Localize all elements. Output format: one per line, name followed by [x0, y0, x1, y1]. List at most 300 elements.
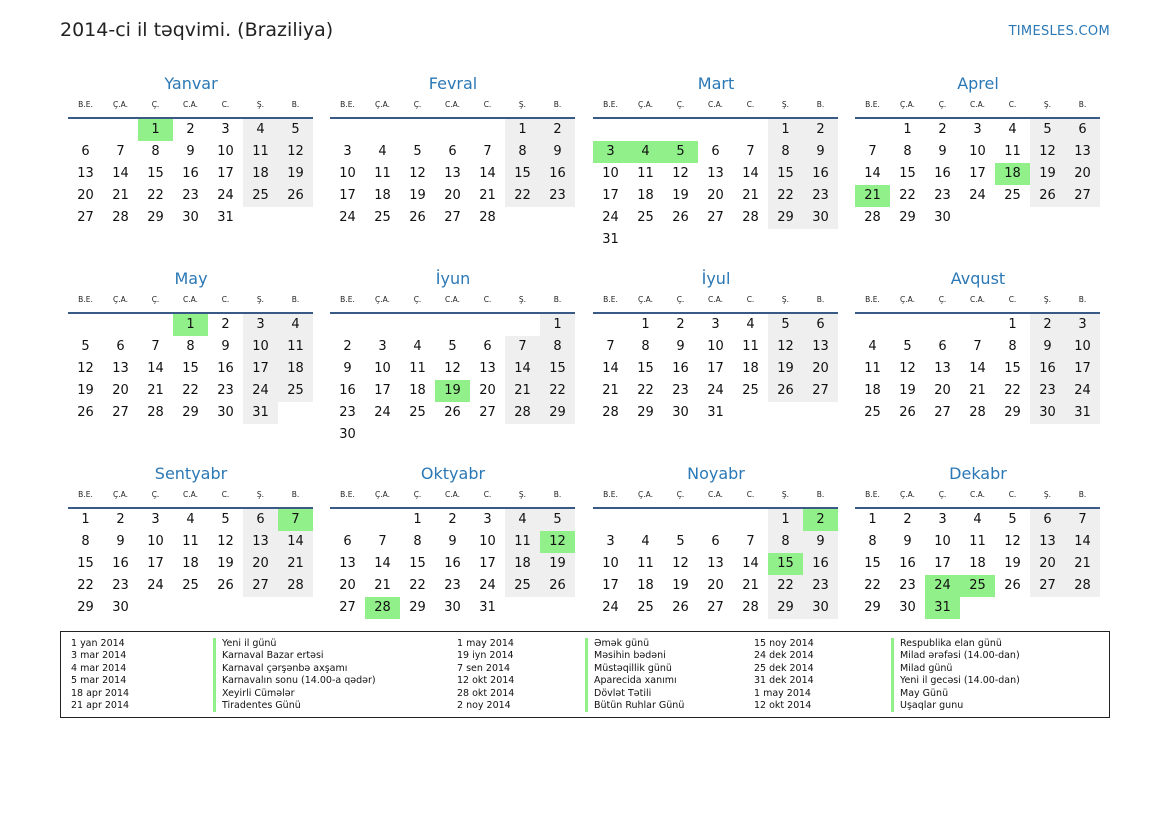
day-cell: 1 — [868, 512, 877, 527]
day-cell: 21 — [742, 578, 759, 593]
weekday-label: C. — [221, 100, 230, 109]
legend-holiday-name: Milad ərəfəsi (14.00-dan) — [891, 650, 1020, 662]
day-cell: 23 — [803, 185, 838, 207]
day-grid — [593, 314, 839, 424]
day-cell: 11 — [374, 166, 391, 181]
day-cell: 24 — [374, 405, 391, 420]
day-cell: 9 — [903, 534, 912, 549]
day-cell: 6 — [448, 144, 457, 159]
day-cell: 3 — [938, 512, 947, 527]
day-cell: 11 — [1004, 144, 1021, 159]
month-name: İyun — [435, 269, 471, 288]
weekday-label: Ç.A. — [899, 295, 915, 304]
weekday-label: Ç. — [151, 295, 160, 304]
day-cell: 28 — [1065, 575, 1100, 597]
day-cell: 20 — [112, 383, 129, 398]
day-cell: 24 — [602, 210, 619, 225]
month-block — [330, 463, 576, 619]
month-name: İyul — [701, 269, 731, 288]
day-grid — [855, 119, 1101, 229]
legend-date: 2 noy 2014 — [457, 699, 511, 711]
month-name: Sentyabr — [154, 464, 228, 483]
day-cell: 11 — [278, 336, 313, 358]
day-cell: 11 — [243, 141, 278, 163]
day-cell: 1 — [768, 119, 803, 141]
day-cell: 12 — [768, 336, 803, 358]
day-cell: 29 — [540, 402, 575, 424]
legend-holiday-name: Yeni il gecəsi (14.00-dan) — [891, 675, 1020, 687]
day-cell: 23 — [803, 575, 838, 597]
weekday-label: B.E. — [865, 100, 880, 109]
day-cell: 22 — [637, 383, 654, 398]
day-cell: 16 — [182, 166, 199, 181]
day-cell: 26 — [899, 405, 916, 420]
day-cell: 28 — [147, 405, 164, 420]
legend-holiday-name: Yeni il günü — [213, 638, 376, 650]
holiday-day-cell: 15 — [768, 553, 803, 575]
day-cell: 30 — [182, 210, 199, 225]
weekday-label: Ç. — [938, 490, 947, 499]
weekday-label: B.E. — [865, 490, 880, 499]
day-cell: 22 — [182, 383, 199, 398]
day-cell: 12 — [672, 556, 689, 571]
weekday-label: Ç.A. — [637, 490, 653, 499]
day-cell: 10 — [1065, 336, 1100, 358]
legend-dates-col-1 — [71, 638, 129, 712]
brand-link[interactable]: TIMESLES.COM — [1008, 24, 1110, 39]
weekday-label: Ç.A. — [637, 100, 653, 109]
day-cell: 24 — [217, 188, 234, 203]
empty-cell — [733, 119, 768, 141]
legend-holiday-name: Tiradentes Günü — [213, 700, 376, 712]
weekday-label: Ç.A. — [374, 295, 390, 304]
day-cell: 4 — [413, 339, 422, 354]
weekday-label: B. — [1078, 100, 1087, 109]
day-cell: 23 — [1030, 380, 1065, 402]
legend-date: 25 dek 2014 — [754, 662, 814, 674]
weekday-label: B.E. — [78, 490, 93, 499]
holiday-day-cell: 24 — [925, 575, 960, 597]
month-name: Yanvar — [164, 74, 218, 93]
day-cell: 5 — [81, 339, 90, 354]
day-cell: 25 — [864, 405, 881, 420]
day-cell: 29 — [637, 405, 654, 420]
legend-date: 12 okt 2014 — [457, 675, 515, 687]
empty-cell — [470, 314, 505, 336]
day-cell: 6 — [243, 509, 278, 531]
weekday-label: Ş. — [1043, 295, 1052, 304]
day-cell: 10 — [147, 534, 164, 549]
day-cell: 22 — [864, 578, 881, 593]
day-cell: 5 — [1030, 119, 1065, 141]
empty-cell — [855, 314, 890, 336]
day-cell: 19 — [1004, 556, 1021, 571]
day-cell: 15 — [1004, 361, 1021, 376]
day-cell: 12 — [1004, 534, 1021, 549]
day-cell: 16 — [339, 383, 356, 398]
day-cell: 22 — [899, 188, 916, 203]
day-cell: 19 — [672, 578, 689, 593]
holiday-day-cell: 5 — [663, 141, 698, 163]
day-cell: 3 — [378, 339, 387, 354]
day-cell: 17 — [374, 383, 391, 398]
day-cell: 3 — [343, 144, 352, 159]
holiday-day-cell: 1 — [173, 314, 208, 336]
weekday-label: Ş. — [518, 490, 527, 499]
day-cell: 11 — [182, 534, 199, 549]
day-cell: 16 — [444, 556, 461, 571]
legend-holiday-name: Karnaval Bazar ertəsi — [213, 650, 376, 662]
weekday-label: C.A. — [182, 295, 198, 304]
holiday-day-cell: 21 — [855, 185, 890, 207]
weekday-label: C. — [1008, 490, 1017, 499]
holiday-day-cell: 31 — [925, 597, 960, 619]
day-cell: 14 — [147, 361, 164, 376]
weekday-label: Ç. — [676, 100, 685, 109]
day-cell: 27 — [77, 210, 94, 225]
day-grid — [593, 509, 839, 619]
day-cell: 15 — [768, 163, 803, 185]
day-cell: 8 — [540, 336, 575, 358]
weekday-label: C. — [746, 490, 755, 499]
weekday-label: B. — [553, 295, 562, 304]
day-cell: 13 — [339, 556, 356, 571]
day-cell: 24 — [147, 578, 164, 593]
day-cell: 9 — [676, 339, 685, 354]
legend-date: 21 apr 2014 — [71, 699, 130, 711]
weekday-label: C.A. — [707, 100, 723, 109]
day-cell: 17 — [707, 361, 724, 376]
weekday-label: C.A. — [444, 490, 460, 499]
day-cell: 31 — [243, 402, 278, 424]
day-cell: 26 — [672, 210, 689, 225]
legend-date: 1 may 2014 — [754, 687, 811, 699]
day-cell: 30 — [803, 207, 838, 229]
day-cell: 1 — [903, 122, 912, 137]
day-cell: 2 — [938, 122, 947, 137]
day-cell: 19 — [77, 383, 94, 398]
day-cell: 8 — [151, 144, 160, 159]
day-cell: 22 — [147, 188, 164, 203]
day-cell: 26 — [540, 575, 575, 597]
day-cell: 30 — [803, 597, 838, 619]
empty-cell — [435, 314, 470, 336]
weekday-label: Ç.A. — [112, 490, 128, 499]
day-cell: 21 — [278, 553, 313, 575]
day-cell: 8 — [641, 339, 650, 354]
weekday-label: Ç. — [151, 100, 160, 109]
day-cell: 29 — [147, 210, 164, 225]
empty-cell — [103, 314, 138, 336]
day-cell: 3 — [1065, 314, 1100, 336]
day-cell: 19 — [217, 556, 234, 571]
day-cell: 26 — [444, 405, 461, 420]
day-cell: 26 — [672, 600, 689, 615]
weekday-header — [593, 292, 839, 308]
day-cell: 25 — [182, 578, 199, 593]
day-cell: 2 — [186, 122, 195, 137]
day-cell: 6 — [803, 314, 838, 336]
day-cell: 1 — [413, 512, 422, 527]
day-cell: 27 — [934, 405, 951, 420]
day-cell: 21 — [969, 383, 986, 398]
day-cell: 1 — [1008, 317, 1017, 332]
day-cell: 16 — [217, 361, 234, 376]
weekday-label: Ş. — [781, 490, 790, 499]
day-cell: 14 — [742, 166, 759, 181]
day-cell: 10 — [934, 534, 951, 549]
day-cell: 9 — [186, 144, 195, 159]
day-cell: 8 — [768, 141, 803, 163]
empty-cell — [103, 119, 138, 141]
day-cell: 5 — [221, 512, 230, 527]
weekday-label: B.E. — [603, 100, 618, 109]
legend-holiday-name: Respublika elan günü — [891, 638, 1020, 650]
day-cell: 21 — [505, 380, 540, 402]
day-cell: 21 — [374, 578, 391, 593]
day-cell: 25 — [637, 600, 654, 615]
day-cell: 4 — [243, 119, 278, 141]
weekday-label: C.A. — [182, 490, 198, 499]
day-cell: 19 — [278, 163, 313, 185]
empty-cell — [925, 314, 960, 336]
day-cell: 14 — [112, 166, 129, 181]
day-cell: 9 — [938, 144, 947, 159]
legend-date: 24 dek 2014 — [754, 650, 814, 662]
day-cell: 24 — [1065, 380, 1100, 402]
day-cell: 21 — [479, 188, 496, 203]
day-cell: 12 — [444, 361, 461, 376]
day-cell: 21 — [602, 383, 619, 398]
day-cell: 22 — [540, 380, 575, 402]
day-cell: 25 — [278, 380, 313, 402]
weekday-label: Ş. — [256, 295, 265, 304]
day-cell: 15 — [637, 361, 654, 376]
empty-cell — [698, 119, 733, 141]
day-grid — [330, 119, 576, 229]
day-cell: 3 — [606, 534, 615, 549]
day-grid — [593, 119, 839, 251]
weekday-header — [330, 487, 576, 503]
month-name: Noyabr — [687, 464, 745, 483]
day-cell: 10 — [969, 144, 986, 159]
weekday-label: C. — [483, 100, 492, 109]
weekday-label: Ş. — [1043, 490, 1052, 499]
day-cell: 18 — [864, 383, 881, 398]
day-cell: 2 — [221, 317, 230, 332]
day-cell: 4 — [505, 509, 540, 531]
weekday-label: B. — [816, 100, 825, 109]
day-cell: 17 — [243, 358, 278, 380]
day-cell: 13 — [77, 166, 94, 181]
day-cell: 16 — [803, 553, 838, 575]
day-cell: 9 — [540, 141, 575, 163]
day-cell: 4 — [186, 512, 195, 527]
empty-cell — [138, 314, 173, 336]
day-cell: 28 — [742, 600, 759, 615]
weekday-label: B.E. — [340, 295, 355, 304]
legend-date: 19 iyn 2014 — [457, 650, 514, 662]
day-cell: 9 — [221, 339, 230, 354]
day-cell: 23 — [339, 405, 356, 420]
day-cell: 14 — [479, 166, 496, 181]
day-cell: 13 — [243, 531, 278, 553]
day-cell: 20 — [934, 383, 951, 398]
day-cell: 6 — [711, 534, 720, 549]
weekday-label: C. — [221, 295, 230, 304]
day-cell: 14 — [278, 531, 313, 553]
day-cell: 14 — [374, 556, 391, 571]
day-cell: 17 — [1065, 358, 1100, 380]
weekday-label: Ş. — [256, 490, 265, 499]
weekday-label: B. — [291, 100, 300, 109]
day-cell: 8 — [186, 339, 195, 354]
weekday-label: C. — [1008, 295, 1017, 304]
day-cell: 6 — [483, 339, 492, 354]
day-cell: 12 — [409, 166, 426, 181]
weekday-label: C.A. — [707, 490, 723, 499]
day-cell: 30 — [899, 600, 916, 615]
day-cell: 17 — [479, 556, 496, 571]
day-cell: 15 — [864, 556, 881, 571]
day-cell: 18 — [742, 361, 759, 376]
day-cell: 23 — [217, 383, 234, 398]
day-cell: 11 — [505, 531, 540, 553]
day-cell: 10 — [707, 339, 724, 354]
weekday-label: C.A. — [969, 100, 985, 109]
day-grid — [68, 314, 314, 424]
day-grid — [855, 314, 1101, 424]
day-cell: 4 — [278, 314, 313, 336]
day-cell: 25 — [505, 575, 540, 597]
day-cell: 22 — [505, 185, 540, 207]
weekday-header — [855, 292, 1101, 308]
day-cell: 12 — [77, 361, 94, 376]
day-cell: 11 — [637, 166, 654, 181]
day-cell: 13 — [444, 166, 461, 181]
weekday-label: Ç. — [938, 295, 947, 304]
day-cell: 6 — [1065, 119, 1100, 141]
day-cell: 15 — [409, 556, 426, 571]
day-cell: 10 — [602, 166, 619, 181]
weekday-label: Ş. — [256, 100, 265, 109]
day-cell: 1 — [540, 314, 575, 336]
day-cell: 24 — [243, 380, 278, 402]
day-cell: 31 — [217, 210, 234, 225]
weekday-label: B. — [816, 295, 825, 304]
empty-cell — [733, 509, 768, 531]
day-cell: 11 — [969, 534, 986, 549]
legend-date: 3 mar 2014 — [71, 650, 127, 662]
day-cell: 19 — [1030, 163, 1065, 185]
day-cell: 30 — [1030, 402, 1065, 424]
day-cell: 15 — [77, 556, 94, 571]
day-cell: 13 — [112, 361, 129, 376]
day-cell: 7 — [606, 339, 615, 354]
weekday-label: B.E. — [78, 100, 93, 109]
day-cell: 18 — [182, 556, 199, 571]
holiday-day-cell: 2 — [803, 509, 838, 531]
month-block — [68, 268, 314, 424]
day-cell: 19 — [899, 383, 916, 398]
day-cell: 13 — [1065, 141, 1100, 163]
day-cell: 20 — [243, 553, 278, 575]
day-cell: 27 — [339, 600, 356, 615]
day-cell: 7 — [116, 144, 125, 159]
day-cell: 25 — [243, 185, 278, 207]
day-cell: 1 — [768, 509, 803, 531]
day-cell: 20 — [707, 578, 724, 593]
day-cell: 20 — [803, 358, 838, 380]
weekday-label: B. — [291, 295, 300, 304]
day-cell: 18 — [637, 188, 654, 203]
day-cell: 20 — [444, 188, 461, 203]
legend-holiday-name: Aparecida xanımı — [585, 675, 684, 687]
legend-date: 12 okt 2014 — [754, 699, 812, 711]
legend-holiday-name: Dövlət Tətili — [585, 688, 684, 700]
month-block — [855, 268, 1101, 424]
weekday-label: B. — [553, 490, 562, 499]
weekday-label: C.A. — [969, 490, 985, 499]
weekday-label: C.A. — [444, 295, 460, 304]
day-cell: 30 — [934, 210, 951, 225]
day-cell: 31 — [602, 232, 619, 247]
day-cell: 7 — [151, 339, 160, 354]
day-cell: 14 — [1065, 531, 1100, 553]
day-cell: 8 — [868, 534, 877, 549]
day-cell: 2 — [540, 119, 575, 141]
day-cell: 29 — [899, 210, 916, 225]
day-cell: 21 — [1065, 553, 1100, 575]
holiday-day-cell: 12 — [540, 531, 575, 553]
day-cell: 29 — [864, 600, 881, 615]
day-cell: 30 — [112, 600, 129, 615]
weekday-label: Ç. — [938, 100, 947, 109]
day-cell: 5 — [413, 144, 422, 159]
weekday-label: C.A. — [444, 100, 460, 109]
day-cell: 24 — [339, 210, 356, 225]
day-cell: 26 — [1030, 185, 1065, 207]
day-cell: 17 — [339, 188, 356, 203]
day-grid — [68, 509, 314, 619]
legend-date: 28 okt 2014 — [457, 687, 515, 699]
weekday-label: B. — [1078, 295, 1087, 304]
day-cell: 18 — [278, 358, 313, 380]
legend-date: 4 mar 2014 — [71, 662, 127, 674]
day-cell: 29 — [409, 600, 426, 615]
day-cell: 7 — [746, 534, 755, 549]
day-cell: 13 — [1030, 531, 1065, 553]
day-cell: 27 — [1030, 575, 1065, 597]
day-cell: 23 — [899, 578, 916, 593]
legend-date: 15 noy 2014 — [754, 638, 814, 649]
weekday-label: C. — [483, 295, 492, 304]
weekday-label: Ç.A. — [374, 490, 390, 499]
day-cell: 6 — [938, 339, 947, 354]
day-cell: 18 — [409, 383, 426, 398]
day-cell: 13 — [934, 361, 951, 376]
day-cell: 28 — [969, 405, 986, 420]
holiday-day-cell: 18 — [995, 163, 1030, 185]
weekday-label: B. — [816, 490, 825, 499]
day-cell: 8 — [1008, 339, 1017, 354]
day-cell: 8 — [413, 534, 422, 549]
month-name: Oktyabr — [420, 464, 486, 483]
day-cell: 16 — [112, 556, 129, 571]
weekday-label: B.E. — [865, 295, 880, 304]
day-cell: 27 — [707, 210, 724, 225]
day-cell: 23 — [112, 578, 129, 593]
